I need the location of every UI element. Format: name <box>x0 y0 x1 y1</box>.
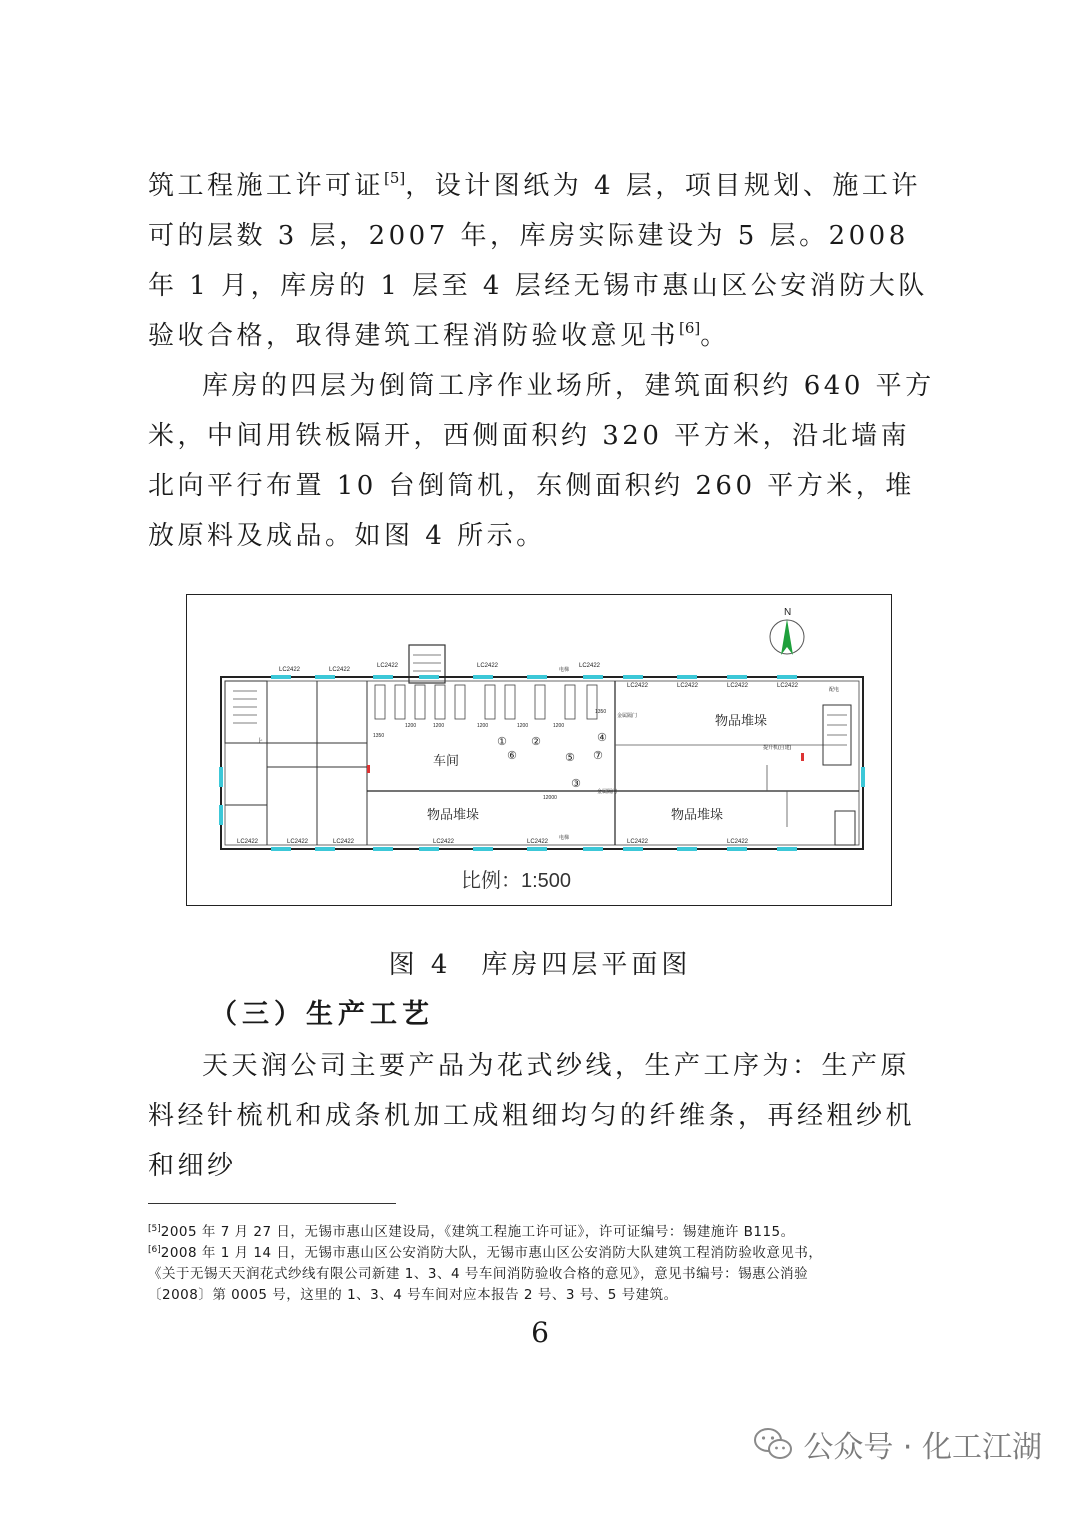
footnote-divider <box>148 1203 396 1204</box>
storage-label-southeast: 物品堆垛 <box>671 808 724 823</box>
storage-label-east: 物品堆垛 <box>715 714 768 729</box>
para-text: 库房的四层为倒筒工序作业场所，建筑面积约 640 平方米，中间用铁板隔开，西侧面积约 320 平方米，沿北墙南北向平行布置 10 台倒筒机，东侧面积约 260 平方米，堆放原料及成品。如图 4 所示。 <box>148 371 935 551</box>
dimension-label: 1350 <box>595 709 607 715</box>
footnote-mark: [6] <box>148 1245 161 1255</box>
window-label: LC2422 <box>333 839 355 845</box>
footnote-6 <box>148 1243 938 1264</box>
wall-label: 金属隔门 <box>597 789 618 795</box>
storage-label-west: 物品堆垛 <box>427 808 480 823</box>
dimension-label: 12000 <box>543 795 557 801</box>
dimension-label: 1200 <box>517 723 529 729</box>
window-label: LC2422 <box>477 663 499 669</box>
machine-marker: ① <box>497 735 507 748</box>
footnotes <box>148 1222 938 1306</box>
paragraph-building-permit <box>148 161 938 361</box>
paragraph-fourth-floor <box>148 361 938 561</box>
footnote-mark: [5] <box>148 1224 161 1234</box>
window-label: LC2422 <box>433 839 455 845</box>
footnote-text: 2005 年 7 月 27 日，无锡市惠山区建设局，《建筑工程施工许可证》，许可证编号：锡建施许 B115。 <box>160 1224 795 1240</box>
window-label: LC2422 <box>329 667 351 673</box>
window-label: LC2422 <box>279 667 301 673</box>
window-label: LC2422 <box>527 839 549 845</box>
elevator-label: 电梯 <box>559 835 570 841</box>
floor-plan-drawing <box>187 595 890 904</box>
wall-label: 金属隔门 <box>617 713 638 719</box>
workshop-label: 车间 <box>433 754 460 769</box>
window-markers <box>219 675 865 851</box>
machine-marker: ③ <box>571 777 581 790</box>
window-label: LC2422 <box>777 683 799 689</box>
window-label: LC2422 <box>237 839 259 845</box>
machine-marker: ⑤ <box>565 751 575 764</box>
hoist-label: 提升机(自建) <box>763 745 792 751</box>
dimension-label: 1350 <box>373 733 385 739</box>
dimension-label: 1200 <box>405 723 417 729</box>
elevator-label: 电梯 <box>559 667 570 673</box>
para-text: ，设计图纸为 4 层，项目规划、施工许可的层数 3 层，2007 年，库房实际建设为 5 层。2008 年 1 月，库房的 1 层至 4 层经无锡市惠山区公安消防大队验收合格，取得建筑工程消防验收意见书 <box>148 171 928 351</box>
floor-plan-figure <box>186 594 892 906</box>
watermark <box>753 1422 1042 1466</box>
watermark-text: 公众号 · 化工江湖 <box>803 1430 1042 1465</box>
footnote-ref-6[interactable]: [6] <box>679 319 701 337</box>
window-label: LC2422 <box>727 839 749 845</box>
electric-room-label: 配电 <box>829 687 840 693</box>
machine-marker: ⑦ <box>593 749 603 762</box>
para-text: 天天润公司主要产品为花式纱线，生产工序为：生产原料经针梳机和成条机加工成粗细均匀的纤维条，再经粗纱机和细纱 <box>148 1051 916 1181</box>
window-label: LC2422 <box>677 683 699 689</box>
machine-marker: ② <box>531 735 541 748</box>
north-label: N <box>784 607 792 618</box>
machine-marker: ④ <box>597 731 607 744</box>
machine-markers <box>497 731 607 790</box>
paragraph-production-process <box>148 1041 938 1191</box>
stair-label: 上 <box>257 739 264 745</box>
window-label: LC2422 <box>377 663 399 669</box>
page-number: 6 <box>531 1316 549 1349</box>
window-label: LC2422 <box>579 663 601 669</box>
para-text: 筑工程施工许可证 <box>148 171 385 201</box>
footnote-5 <box>148 1222 938 1243</box>
machine-marker: ⑥ <box>507 749 517 762</box>
window-label: LC2422 <box>727 683 749 689</box>
footnote-6-line3: 〔2008〕第 0005 号，这里的 1、3、4 号车间对应本报告 2 号、3 号、5 号建筑。 <box>148 1287 678 1303</box>
window-label: LC2422 <box>627 683 649 689</box>
north-arrow-icon <box>781 619 793 655</box>
figure-caption: 图 4 库房四层平面图 <box>388 950 692 980</box>
para-text: 。 <box>700 321 730 351</box>
footnote-6-line2: 《关于无锡天天润花式纱线有限公司新建 1、3、4 号车间消防验收合格的意见》，意见书编号：锡惠公消验 <box>148 1266 809 1282</box>
winding-machines <box>375 685 597 719</box>
dimension-label: 1200 <box>433 723 445 729</box>
dimension-label: 1200 <box>553 723 565 729</box>
window-label: LC2422 <box>287 839 309 845</box>
dimension-label: 1200 <box>477 723 489 729</box>
window-label: LC2422 <box>627 839 649 845</box>
footnote-text: 2008 年 1 月 14 日，无锡市惠山区公安消防大队，无锡市惠山区公安消防大队建筑工程消防验收意见书， <box>160 1245 823 1261</box>
office-rooms <box>225 681 367 845</box>
section-heading: （三）生产工艺 <box>210 999 434 1030</box>
footnote-ref-5[interactable]: [5] <box>384 169 406 187</box>
wechat-icon <box>753 1427 793 1461</box>
scale-label: 比例：1:500 <box>461 870 572 892</box>
